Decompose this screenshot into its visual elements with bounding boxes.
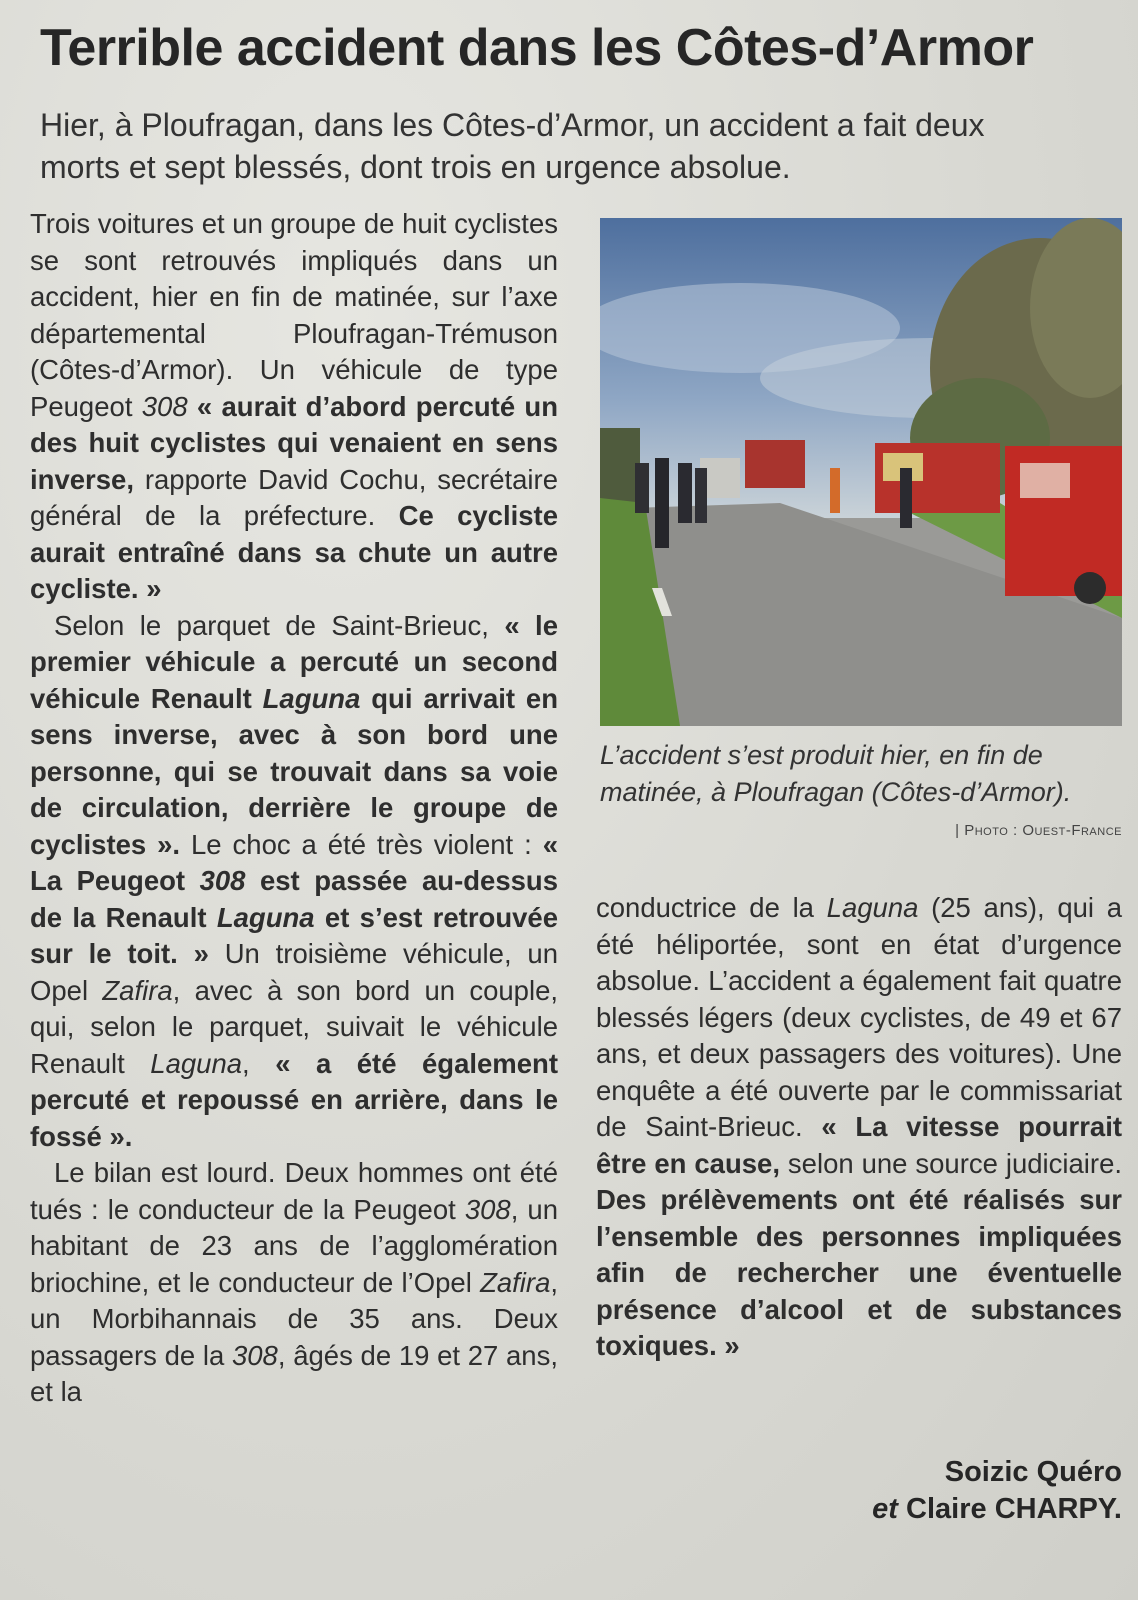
headline: Terrible accident dans les Côtes-d’Armor [40, 19, 1034, 77]
text-run: « La vitesse pourrait être en cause, [596, 1111, 1122, 1179]
text-run: qui arrivait en sens inverse, avec à son bord une personne, qui se trouvait dans sa voie de circulation, derrière le groupe de cyclistes ». [30, 682, 558, 860]
byline-author-1: Soizic Quéro [944, 1456, 1122, 1488]
text-run: Ce cycliste aurait entraîné dans sa chute un autre cycliste. » [30, 500, 558, 604]
text-run: « le premier véhicule a percuté un second véhicule Renault [30, 609, 558, 714]
text-run: rapporte David Cochu, secrétaire général de la préfecture. [30, 463, 558, 531]
text-run: conductrice de la [596, 892, 827, 923]
body-column-right [596, 890, 1122, 1365]
text-run: Trois voitures et un groupe de huit cyclistes se sont retrouvés impliqués dans un accident, hier en fin de matinée, sur l’axe départemental Ploufragan-Trémuson (Côtes-d’Armor). Un véhicule de type Peugeot [30, 208, 558, 422]
text-run: 308 [199, 865, 246, 896]
paragraph [30, 608, 558, 1156]
text-run: et s’est retrouvée sur le toit. » [30, 901, 558, 969]
text-run: Laguna [262, 682, 361, 714]
paragraph [30, 206, 558, 608]
text-run: Le bilan est lourd. Deux hommes ont été tués : le conducteur de la Peugeot [30, 1157, 558, 1225]
text-run: 308 [231, 1339, 278, 1371]
text-run: Un troisième véhicule, un Opel [30, 938, 558, 1006]
text-run: , âgés de 19 et 27 ans, et la [30, 1339, 558, 1407]
photo-credit: | Photo : Ouest-France [955, 822, 1122, 839]
text-run: , [242, 1047, 276, 1079]
byline [872, 1454, 1122, 1528]
text-run: Laguna [826, 892, 919, 923]
text-run: « La Peugeot [30, 828, 558, 896]
body-column-left [30, 206, 558, 1411]
text-run: Laguna [150, 1047, 243, 1079]
text-run: (25 ans), qui a été héliportée, sont en état d’urgence absolue. L’accident a également fait quatre blessés légers (deux cyclistes, de 49 et 67 ans, et deux passagers des voitures). Une enquête a été ouverte par le commissariat de Saint-Brieuc. [596, 892, 1123, 1142]
text-run: Laguna [216, 901, 315, 933]
photo-caption: L’accident s’est produit hier, en fin de matinée, à Ploufragan (Côtes-d’Armor). [600, 740, 1072, 807]
byline-author-2: Claire CHARPY. [906, 1493, 1122, 1525]
standfirst: Hier, à Ploufragan, dans les Côtes-d’Armor, un accident a fait deux morts et sept blessés, dont trois en urgence absolue. [40, 107, 985, 185]
accident-photo [600, 218, 1122, 726]
text-run: « a été également percuté et repoussé en arrière, dans le fossé ». [30, 1047, 559, 1152]
text-run: est passée au-dessus de la Renault [30, 865, 558, 933]
text-run: Zafira [480, 1266, 551, 1298]
text-run: , avec à son bord un couple, qui, selon le parquet, suivait le véhicule Renault [30, 974, 558, 1079]
text-run: Des prélèvements ont été réalisés sur l’ensemble des personnes impliquées afin de rechercher une éventuelle présence d’alcool et de substances toxiques. » [596, 1184, 1122, 1361]
text-run: 308 [141, 390, 188, 422]
byline-conjunction: et [872, 1493, 898, 1525]
text-run: Le choc a été très violent : [180, 828, 543, 860]
byline-line-2 [872, 1491, 1122, 1528]
paragraph [596, 890, 1122, 1365]
text-run: selon une source judiciaire. [780, 1147, 1123, 1179]
text-run: 308 [464, 1193, 511, 1225]
text-run: , un habitant de 23 ans de l’agglomération briochine, et le conducteur de l’Opel [30, 1193, 559, 1298]
text-run: Selon le parquet de Saint-Brieuc, [54, 609, 505, 641]
paragraph [30, 1155, 558, 1411]
text-run: , un Morbihannais de 35 ans. Deux passagers de la [30, 1266, 558, 1371]
photo-accident-scene-icon [600, 218, 1122, 726]
text-run: Zafira [102, 974, 173, 1006]
text-run: « aurait d’abord percuté un des huit cyclistes qui venaient en sens inverse, [30, 390, 558, 495]
